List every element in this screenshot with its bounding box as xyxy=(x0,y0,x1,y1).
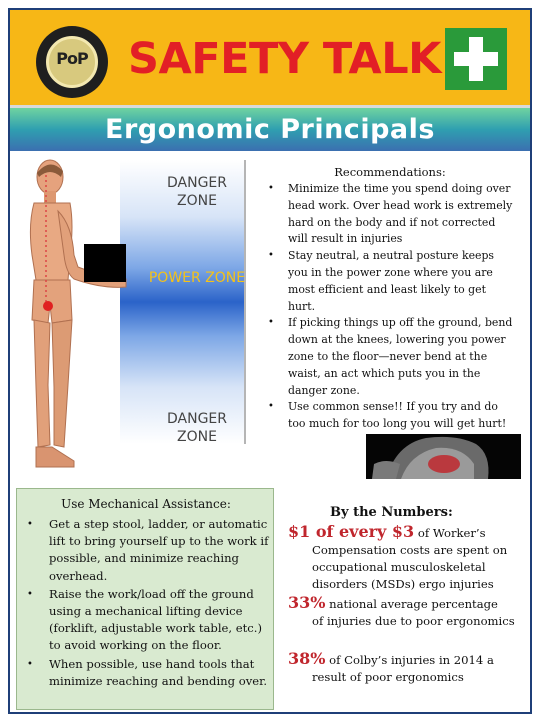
stat-continuation: result of poor ergonomics xyxy=(312,670,464,684)
mechanical-assistance-box xyxy=(16,488,274,710)
list-item: • Stay neutral, a neutral posture keeps you in the power zone where you are most efficient and least likely to get hurt. xyxy=(268,248,513,315)
banner-title: Ergonomic Principals xyxy=(105,114,435,145)
stat-value: 33% xyxy=(288,593,326,612)
stat-value: $1 of every $3 xyxy=(288,522,415,541)
list-item: • When possible, use hand tools that minimize reaching and bending over. xyxy=(23,656,273,690)
section-banner xyxy=(10,105,530,151)
zone-label-danger-top: DANGER ZONE xyxy=(166,175,227,209)
list-item: • Get a step stool, ladder, or automatic lift to bring yourself up to the work if possible, and minimize reaching overhead. xyxy=(23,516,273,585)
stat-text: of Colby’s injuries in 2014 a xyxy=(325,653,494,667)
list-item: • If picking things up off the ground, bend down at the knees, lowering you power zone to the floor—never bend at the waist, an act which puts you in the danger zone. xyxy=(268,315,513,399)
recommendations-list xyxy=(268,181,513,433)
stat-continuation: Compensation costs are spent on occupational musculoskeletal disorders (MSDs) ergo injuries xyxy=(312,543,508,591)
header xyxy=(10,10,530,105)
mechanical-list xyxy=(23,516,273,691)
back-pain-photo xyxy=(366,434,521,479)
list-item: • Use common sense!! If you try and do too much for too long you will get hurt! xyxy=(268,399,513,433)
lifted-box xyxy=(84,244,126,282)
zone-label-danger-bottom: DANGER ZONE xyxy=(166,411,227,445)
stat-text: of Worker’s xyxy=(414,526,486,540)
stat-text: national average percentage xyxy=(325,597,498,611)
human-figure-illustration xyxy=(14,155,134,470)
page-title: SAFETY TALK xyxy=(128,34,441,84)
stat-item xyxy=(288,594,520,630)
company-logo xyxy=(36,26,108,98)
stat-item xyxy=(288,523,520,593)
first-aid-cross-icon xyxy=(445,28,507,90)
list-item: • Minimize the time you spend doing over head work. Over head work is extremely hard on the body and if not corrected will result in injuries xyxy=(268,181,513,248)
zone-label-power: POWER ZONE xyxy=(148,270,246,286)
stat-value: 38% xyxy=(288,649,326,668)
stat-continuation: of injuries due to poor ergonomics xyxy=(312,614,515,628)
recommendations-heading: Recommendations: xyxy=(334,165,446,179)
list-item: • Raise the work/load off the ground using a mechanical lifting device (forklift, adjustable work table, etc.) to avoid working on the floor. xyxy=(23,586,273,655)
numbers-heading: By the Numbers: xyxy=(330,505,453,520)
mechanical-heading: Use Mechanical Assistance: xyxy=(61,497,231,511)
stat-item xyxy=(288,650,520,686)
logo-text: PoP xyxy=(56,49,88,68)
